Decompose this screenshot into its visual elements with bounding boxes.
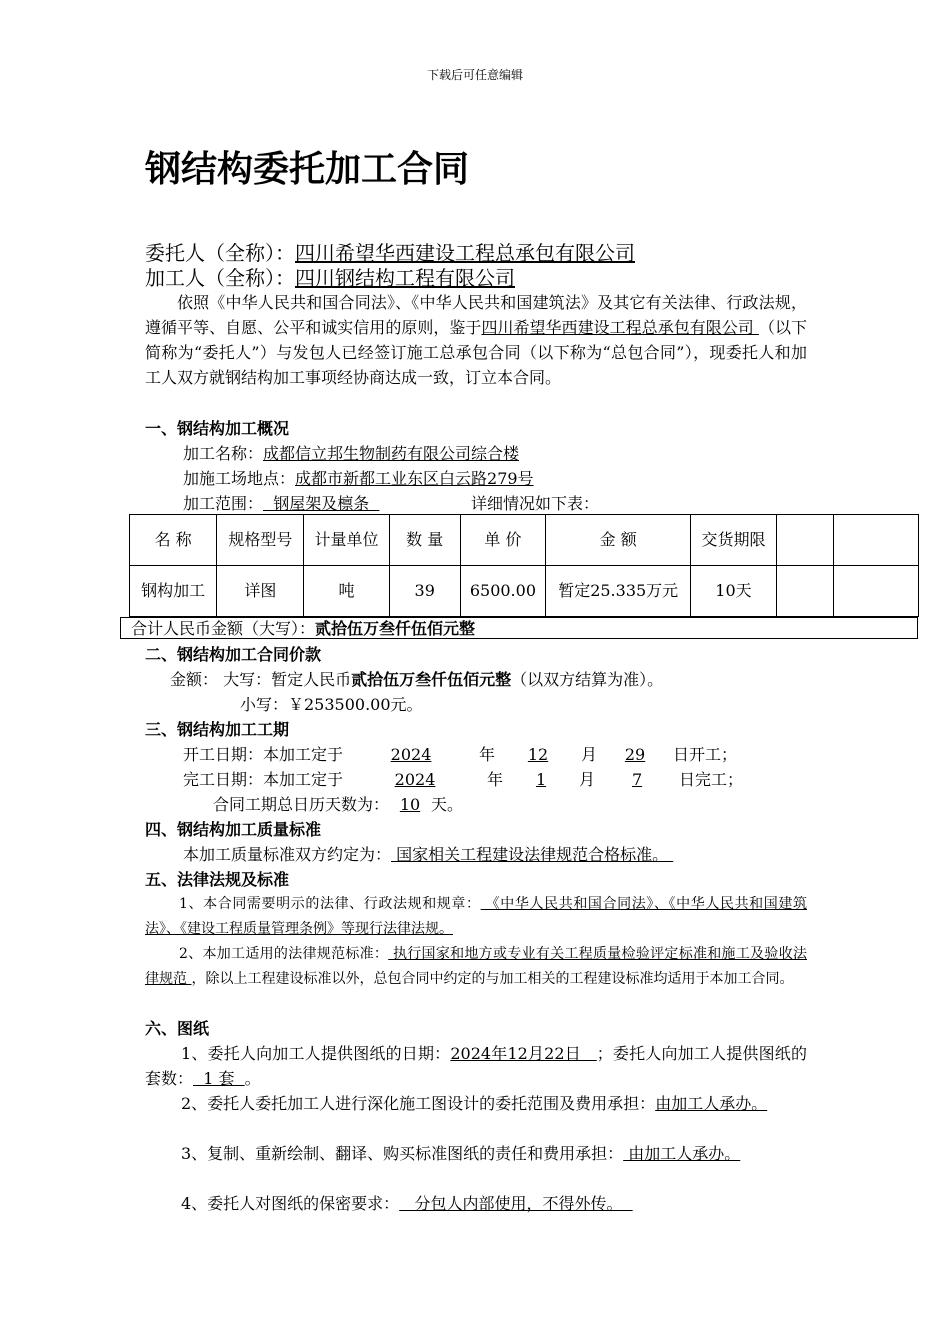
quality-value: 国家相关工程建设法律规范合格标准。 bbox=[391, 845, 674, 864]
law-item-1-label: 1、本合同需要明示的法律、行政法规和规章： bbox=[179, 896, 481, 912]
client-line bbox=[145, 240, 635, 266]
table-cell: 钢构加工 bbox=[130, 566, 217, 617]
days-label: 合同工期总日历天数为： bbox=[213, 795, 390, 814]
end-day: 7 bbox=[631, 770, 643, 789]
quality-line bbox=[183, 842, 673, 867]
start-day: 29 bbox=[624, 745, 646, 764]
drawing-item-3-label: 3、复制、重新绘制、翻译、购买标准图纸的责任和费用承担： bbox=[181, 1144, 624, 1163]
amount-line bbox=[170, 667, 663, 692]
site-value: 成都市新都工业东区白云路279号 bbox=[295, 469, 534, 488]
intro-paragraph bbox=[145, 290, 807, 390]
law-item-1-value: 《中华人民共和国合同法》、《中华人民共和国建筑法》、《建设工程质量管理条例》等现行法律法规。 bbox=[145, 896, 807, 937]
law-item-2-value: 执行国家和地方或专业有关工程质量检验评定标准和施工及验收法律规范 bbox=[145, 946, 807, 987]
processor-name: 四川钢结构工程有限公司 bbox=[295, 266, 515, 290]
drawing-item-1 bbox=[145, 1041, 807, 1091]
table-header-cell bbox=[776, 515, 833, 566]
table-cell: 暂定25.335万元 bbox=[546, 566, 691, 617]
table-header-cell: 金 额 bbox=[546, 515, 691, 566]
scope-value: 钢屋架及檩条 bbox=[263, 494, 380, 513]
table-header-cell bbox=[833, 515, 918, 566]
processor-line bbox=[145, 265, 515, 291]
amount-label: 金额： 大写：暂定人民币 bbox=[170, 670, 352, 689]
intro-part2: （以下简称为“委托人”）与发包人已经签订施工总承包合同（以下称为“总包合同”），现委托人和加工人双方就钢结构加工事项经协商达成一致，订立本合同。 bbox=[145, 318, 807, 387]
start-month: 12 bbox=[527, 745, 549, 764]
processing-name-line bbox=[183, 441, 733, 466]
table-row bbox=[130, 566, 919, 617]
drawing-count: 1 套 bbox=[193, 1069, 245, 1088]
start-label: 开工日期：本加工定于 bbox=[183, 745, 344, 764]
table-header-cell: 规格型号 bbox=[217, 515, 304, 566]
start-year: 2024 bbox=[390, 745, 432, 764]
table-header-cell: 交货期限 bbox=[691, 515, 776, 566]
section-5-heading: 五、法律法规及标准 bbox=[145, 870, 290, 889]
processing-name-value: 成都信立邦生物制药有限公司综合楼 bbox=[263, 444, 520, 463]
end-date-line bbox=[183, 767, 743, 792]
quality-label: 本加工质量标准双方约定为： bbox=[183, 845, 392, 864]
table-header-cell: 单 价 bbox=[460, 515, 545, 566]
drawing-item-1-end: 。 bbox=[244, 1069, 261, 1088]
total-label: 合计人民币金额（大写）： bbox=[131, 619, 316, 638]
table-cell: 10天 bbox=[691, 566, 776, 617]
processing-name-label: 加工名称： bbox=[183, 444, 264, 463]
drawing-date: 2024年12月22日 bbox=[450, 1044, 597, 1063]
table-header-cell: 计量单位 bbox=[304, 515, 389, 566]
start-suffix: 日开工； bbox=[673, 745, 738, 764]
table-cell: 39 bbox=[389, 566, 460, 617]
days-suffix: 天。 bbox=[431, 795, 464, 814]
days-value: 10 bbox=[399, 795, 421, 814]
table-cell bbox=[776, 566, 833, 617]
table-cell bbox=[833, 566, 918, 617]
drawing-item-2-value: 由加工人承办。 bbox=[655, 1094, 768, 1113]
end-year: 2024 bbox=[394, 770, 436, 789]
client-name: 四川希望华西建设工程总承包有限公司 bbox=[295, 241, 635, 265]
law-item-1 bbox=[145, 892, 807, 942]
table-cell: 吨 bbox=[304, 566, 389, 617]
amount-value: 贰拾伍万叁仟伍佰元整 bbox=[351, 670, 512, 689]
drawing-item-4-value: 分包人内部使用，不得外传。 bbox=[399, 1194, 633, 1213]
section-2-heading: 二、钢结构加工合同价款 bbox=[145, 645, 322, 664]
table-header-cell: 数 量 bbox=[389, 515, 460, 566]
law-item-2 bbox=[145, 942, 807, 992]
page-title: 钢结构委托加工合同 bbox=[145, 149, 470, 190]
drawing-item-1-mid: ；委托人向加工人提供图纸的套数： bbox=[145, 1044, 807, 1088]
header-note: 下载后可任意编辑 bbox=[426, 68, 523, 82]
drawing-item-2-label: 2、委托人委托加工人进行深化施工图设计的委托范围及费用承担： bbox=[181, 1094, 656, 1113]
law-item-2-after: ，除以上工程建设标准以外，总包合同中约定的与加工相关的工程建设标准均适用于本加工合同。 bbox=[191, 971, 794, 987]
section-6-heading: 六、图纸 bbox=[145, 1019, 210, 1038]
drawing-item-3 bbox=[145, 1141, 807, 1166]
processor-label: 加工人（全称）： bbox=[145, 266, 295, 290]
amount-after: （以双方结算为准）。 bbox=[511, 670, 664, 689]
scope-after: 详细情况如下表： bbox=[471, 494, 600, 513]
law-item-2-label: 2、本加工适用的法律规范标准： bbox=[179, 946, 389, 962]
section-3-heading: 三、钢结构加工工期 bbox=[145, 720, 290, 739]
end-suffix: 日完工； bbox=[679, 770, 744, 789]
drawing-item-2 bbox=[145, 1091, 807, 1116]
drawing-item-4 bbox=[145, 1191, 807, 1216]
end-month: 1 bbox=[535, 770, 547, 789]
month-char: 月 bbox=[581, 745, 598, 764]
client-label: 委托人（全称）： bbox=[145, 241, 295, 265]
table-cell: 详图 bbox=[217, 566, 304, 617]
total-days-line bbox=[213, 792, 463, 817]
table-header-row bbox=[130, 515, 919, 566]
table-header-cell: 名 称 bbox=[130, 515, 217, 566]
scope-line bbox=[183, 491, 599, 516]
month-char: 月 bbox=[579, 770, 596, 789]
intro-part1: 依照《中华人民共和国合同法》、《中华人民共和国建筑法》及其它有关法律、行政法规，遵循平等、自愿、公平和诚实信用的原则，鉴于 bbox=[145, 293, 807, 337]
table-cell: 6500.00 bbox=[460, 566, 545, 617]
scope-label: 加工范围： bbox=[183, 494, 264, 513]
start-date-line bbox=[183, 742, 737, 767]
goods-table bbox=[129, 514, 919, 617]
amount-small-line: 小写：￥253500.00元。 bbox=[240, 695, 423, 714]
table-total-row bbox=[120, 617, 918, 639]
section-1-heading: 一、钢结构加工概况 bbox=[145, 419, 290, 438]
drawing-item-1-label: 1、委托人向加工人提供图纸的日期： bbox=[181, 1044, 451, 1063]
drawing-item-4-label: 4、委托人对图纸的保密要求： bbox=[181, 1194, 400, 1213]
year-char: 年 bbox=[487, 770, 504, 789]
total-value: 贰拾伍万叁仟伍佰元整 bbox=[315, 619, 476, 638]
drawing-item-3-value: 由加工人承办。 bbox=[623, 1144, 741, 1163]
intro-client: 四川希望华西建设工程总承包有限公司 bbox=[481, 318, 759, 337]
end-label: 完工日期：本加工定于 bbox=[183, 770, 344, 789]
site-label: 加施工场地点： bbox=[183, 469, 296, 488]
site-line bbox=[183, 466, 725, 491]
year-char: 年 bbox=[479, 745, 496, 764]
section-4-heading: 四、钢结构加工质量标准 bbox=[145, 820, 322, 839]
